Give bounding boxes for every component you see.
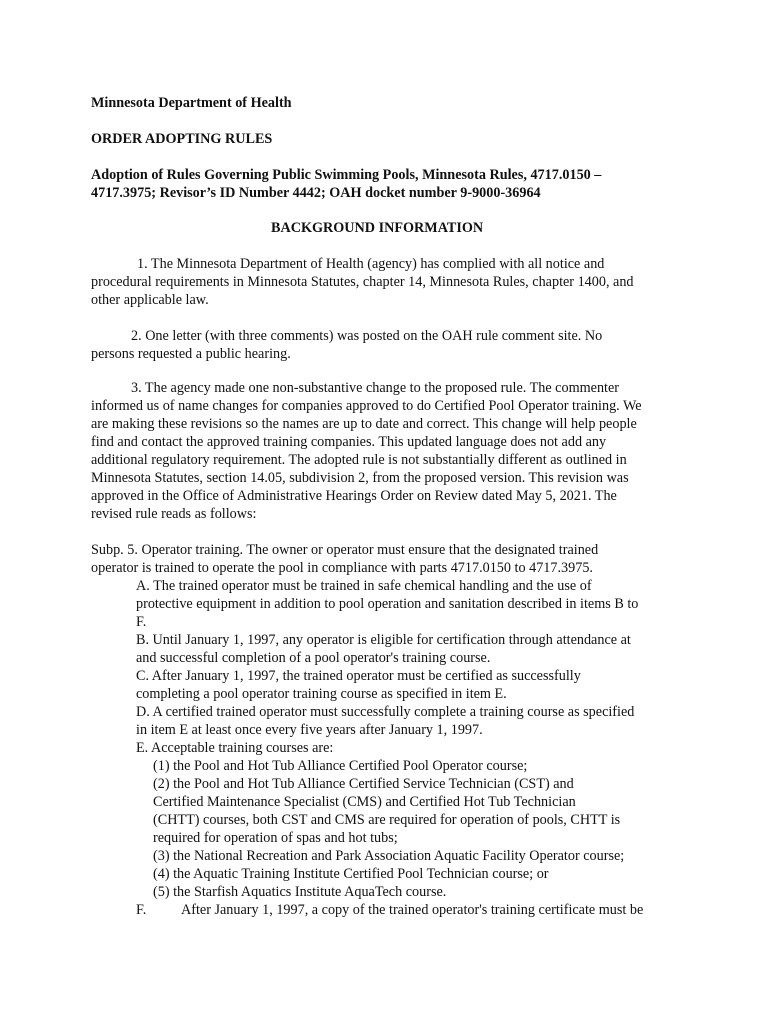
subject-line-2: 4717.3975; Revisor’s ID Number 4442; OAH docket number 9-9000-36964 [91,185,541,201]
paragraph-3-line: 3. The agency made one non-substantive change to the proposed rule. The commenter [131,380,619,396]
subject-line [91,166,601,202]
item-line: F. [136,614,147,630]
section-heading: BACKGROUND INFORMATION [271,220,484,236]
course-line: (1) the Pool and Hot Tub Alliance Certified Pool Operator course; [153,758,528,774]
paragraph-1-line: procedural requirements in Minnesota Statutes, chapter 14, Minnesota Rules, chapter 1400, and [91,274,634,290]
paragraph-3-line: additional regulatory requirement. The adopted rule is not substantially different as outlined in [91,452,627,468]
paragraph-3-line: informed us of name changes for companies approved to do Certified Pool Operator training. We [91,398,642,414]
paragraph-3-line: are making these revisions so the names are up to date and correct. This change will help people [91,416,637,432]
paragraph-2-line: 2. One letter (with three comments) was posted on the OAH rule comment site. No [131,328,603,344]
paragraph-3-line: revised rule reads as follows: [91,506,257,522]
course-line: (3) the National Recreation and Park Association Aquatic Facility Operator course; [153,848,625,864]
paragraph-1 [91,255,634,309]
item-line: D. A certified trained operator must successfully complete a training course as specified [136,704,635,720]
course-line: (5) the Starfish Aquatics Institute AquaTech course. [153,884,447,900]
subpart-5 [91,541,598,577]
course-line: (2) the Pool and Hot Tub Alliance Certified Service Technician (CST) and [153,776,574,792]
course-line: required for operation of spas and hot tubs; [153,830,398,846]
course-line: (4) the Aquatic Training Institute Certified Pool Technician course; or [153,866,549,882]
paragraph-3-line: find and contact the approved training companies. This updated language does not add any [91,434,607,450]
paragraph-1-line: other applicable law. [91,292,209,308]
paragraph-3-line: approved in the Office of Administrative Hearings Order on Review dated May 5, 2021. The [91,488,617,504]
course-line: (CHTT) courses, both CST and CMS are required for operation of pools, CHTT is [153,812,621,828]
subject-line-1: Adoption of Rules Governing Public Swimming Pools, Minnesota Rules, 4717.0150 – [91,167,602,183]
subpart-5-line: Subp. 5. Operator training. The owner or operator must ensure that the designated trained [91,542,599,558]
paragraph-1-line: 1. The Minnesota Department of Health (agency) has complied with all notice and [137,256,605,272]
item-line: E. Acceptable training courses are: [136,740,334,756]
item-line: B. Until January 1, 1997, any operator is eligible for certification through attendance at [136,632,631,648]
item-f-label: F. [136,902,147,918]
paragraph-3-line: Minnesota Statutes, section 14.05, subdivision 2, from the proposed version. This revision was [91,470,629,486]
item-f-text: After January 1, 1997, a copy of the trained operator's training certificate must be [181,902,644,918]
item-line: in item E at least once every five years after January 1, 1997. [136,722,483,738]
item-line: and successful completion of a pool operator's training course. [136,650,491,666]
item-line: A. The trained operator must be trained in safe chemical handling and the use of [136,578,592,594]
item-line: C. After January 1, 1997, the trained operator must be certified as successfully [136,668,581,684]
item-line: protective equipment in addition to pool operation and sanitation described in items B to [136,596,639,612]
order-title: ORDER ADOPTING RULES [91,131,273,147]
items-a-to-e [136,577,638,757]
subpart-5-line: operator is trained to operate the pool in compliance with parts 4717.0150 to 4717.3975. [91,560,593,576]
training-course-list [153,757,624,901]
paragraph-3 [91,379,642,523]
course-line: Certified Maintenance Specialist (CMS) and Certified Hot Tub Technician [153,794,576,810]
paragraph-2 [91,327,602,363]
agency-name: Minnesota Department of Health [91,95,292,111]
paragraph-2-line: persons requested a public hearing. [91,346,291,362]
item-line: completing a pool operator training course as specified in item E. [136,686,507,702]
